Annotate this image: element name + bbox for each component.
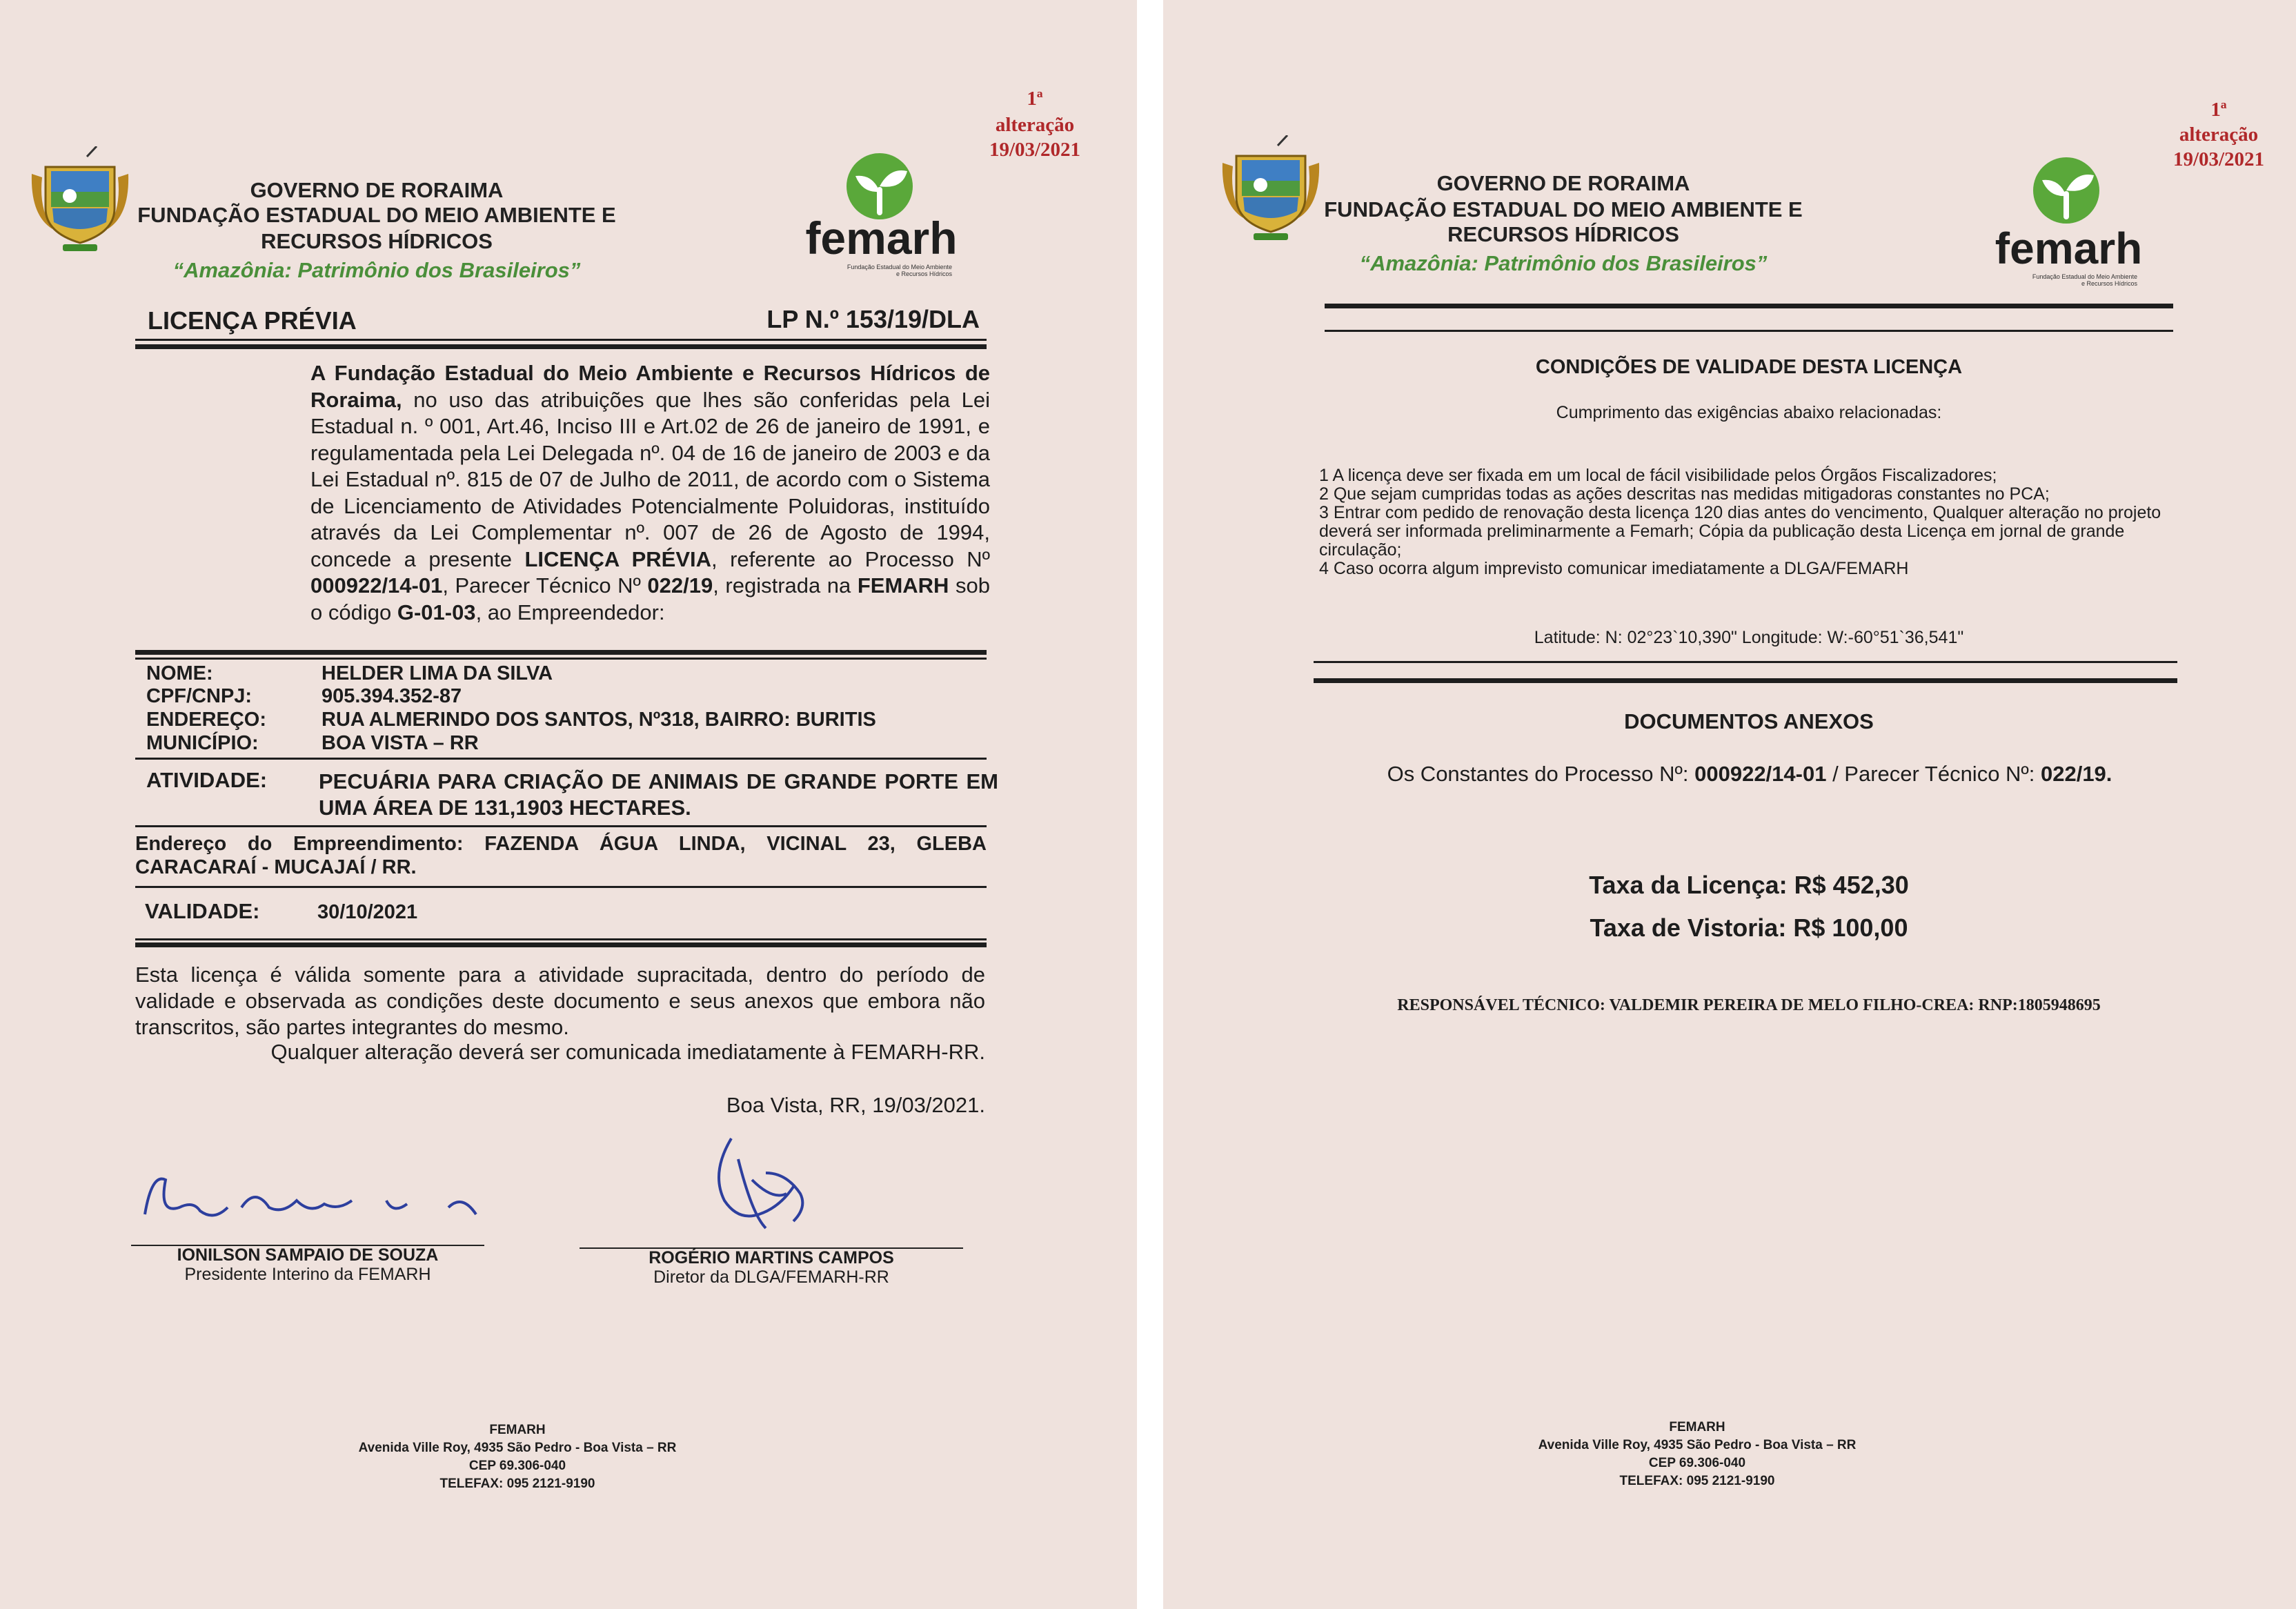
annex-process: 000922/14-01 bbox=[1694, 762, 1827, 786]
alteration-label: alteração bbox=[995, 114, 1075, 136]
fields-rule-top-1 bbox=[135, 650, 987, 655]
license-page-1 bbox=[0, 0, 1137, 1609]
intro-org: A Fundação Estadual do Meio Ambiente e Recursos Hídricos de Roraima, bbox=[310, 361, 990, 412]
conditions-list bbox=[1319, 466, 2168, 578]
signatory-2-role: Diretor da DLGA/FEMARH-RR bbox=[653, 1267, 889, 1287]
footer-phone: TELEFAX: 095 2121-9190 bbox=[1619, 1474, 1775, 1488]
header-rule-2 bbox=[1325, 330, 2173, 332]
intro-license: LICENÇA PRÉVIA bbox=[524, 546, 712, 571]
validity-rule-2 bbox=[135, 942, 987, 947]
gov-header-line1: GOVERNO DE RORAIMA bbox=[250, 178, 504, 202]
footer-org: FEMARH bbox=[1669, 1420, 1725, 1434]
doc-type: LICENÇA PRÉVIA bbox=[148, 306, 357, 335]
annex-title: DOCUMENTOS ANEXOS bbox=[1624, 709, 1874, 733]
title-rule-top bbox=[135, 339, 987, 341]
condition-item: 3 Entrar com pedido de renovação desta licença 120 dias antes do vencimento, Qualquer alteração no projeto deverá ser informada preliminarmente a Femarh; Cópia da publicação desta Licença em jornal de grande circulação; bbox=[1319, 503, 2161, 560]
validity-text: Esta licença é válida somente para a atividade supracitada, dentro do período de validade e observada as condições deste documento e seus anexos que embora não transcritos, são partes integrantes do mesmo. bbox=[135, 963, 985, 1039]
fields-divider bbox=[135, 758, 987, 760]
fee-license bbox=[1325, 871, 2173, 900]
intro-text-3: , Parecer Técnico Nº bbox=[442, 573, 648, 598]
femarh-leaf-icon bbox=[2021, 156, 2111, 225]
gov-header-line2: FUNDAÇÃO ESTADUAL DO MEIO AMBIENTE E bbox=[137, 203, 616, 227]
intro-text-6: , ao Empreendedor: bbox=[475, 600, 665, 624]
roraima-coat-of-arms-icon bbox=[1216, 135, 1326, 246]
femarh-logo-subtitle-2: e Recursos Hídricos bbox=[895, 270, 952, 277]
endereco-empreendimento: Endereço do Empreendimento: FAZENDA ÁGUA LINDA, VICINAL 23, GLEBA CARACARAÍ - MUCAJAÍ / RR. bbox=[135, 833, 987, 878]
intro-femarh: FEMARH bbox=[857, 573, 949, 598]
femarh-logo-text: femarh bbox=[1995, 224, 2143, 273]
condition-item: 4 Caso ocorra algum imprevisto comunicar imediatamente a DLGA/FEMARH bbox=[1319, 559, 1909, 578]
footer-address: Avenida Ville Roy, 4935 São Pedro - Boa Vista – RR bbox=[358, 1441, 677, 1455]
municipio-label: MUNICÍPIO: bbox=[146, 732, 259, 754]
doc-number: LP N.º 153/19/DLA bbox=[766, 305, 980, 333]
femarh-leaf-icon bbox=[835, 152, 924, 221]
conditions-intro: Cumprimento das exigências abaixo relacionadas: bbox=[1556, 403, 1942, 422]
footer-cep: CEP 69.306-040 bbox=[1648, 1456, 1746, 1470]
validade-label: VALIDADE: bbox=[145, 899, 260, 923]
signatory-2-name: ROGÉRIO MARTINS CAMPOS bbox=[649, 1248, 894, 1267]
intro-paragraph bbox=[310, 360, 990, 626]
footer-address: Avenida Ville Roy, 4935 São Pedro - Boa Vista – RR bbox=[1538, 1438, 1857, 1452]
fee-visit-value: R$ 100,00 bbox=[1793, 914, 1908, 942]
endereco-label: ENDEREÇO: bbox=[146, 709, 267, 731]
cpf-value: 905.394.352-87 bbox=[321, 685, 462, 707]
annex-rule-2 bbox=[1314, 678, 2177, 683]
femarh-logo-text: femarh bbox=[805, 213, 958, 264]
validade-value: 30/10/2021 bbox=[317, 901, 418, 923]
intro-text-2: , referente ao Processo Nº bbox=[711, 546, 990, 571]
intro-parecer: 022/19 bbox=[647, 573, 713, 598]
alteration-date: 19/03/2021 bbox=[989, 139, 1081, 161]
gov-header-line3: RECURSOS HÍDRICOS bbox=[1447, 222, 1679, 246]
fee-license-label: Taxa da Licença: bbox=[1589, 871, 1794, 899]
fee-visit-label: Taxa de Vistoria: bbox=[1590, 914, 1794, 942]
alteration-number: 1ª bbox=[2210, 99, 2227, 121]
roraima-coat-of-arms-icon bbox=[25, 146, 135, 257]
annex-text bbox=[1301, 762, 2198, 787]
signature-rogerio bbox=[697, 1132, 835, 1249]
validity-rule-1 bbox=[135, 938, 987, 940]
nome-value: HELDER LIMA DA SILVA bbox=[321, 662, 553, 684]
atividade-value: PECUÁRIA PARA CRIAÇÃO DE ANIMAIS DE GRANDE PORTE EM UMA ÁREA DE 131,1903 HECTARES. bbox=[319, 769, 998, 820]
fee-license-value: R$ 452,30 bbox=[1794, 871, 1909, 899]
conditions-title: CONDIÇÕES DE VALIDADE DESTA LICENÇA bbox=[1535, 356, 1963, 378]
address-rule bbox=[135, 886, 987, 888]
municipio-value: BOA VISTA – RR bbox=[321, 732, 479, 754]
license-page-2 bbox=[1163, 0, 2296, 1609]
femarh-logo-subtitle-1: Fundação Estadual do Meio Ambiente bbox=[847, 264, 952, 270]
intro-text-4: , registrada na bbox=[713, 573, 858, 598]
signature-ionilson bbox=[138, 1159, 511, 1228]
footer-cep: CEP 69.306-040 bbox=[468, 1459, 566, 1473]
alteration-number: 1ª bbox=[1027, 88, 1043, 110]
intro-text-5: sob o código bbox=[310, 573, 990, 624]
change-notice: Qualquer alteração deverá ser comunicada imediatamente à FEMARH-RR. bbox=[270, 1040, 985, 1064]
femarh-logo-subtitle-1: Fundação Estadual do Meio Ambiente bbox=[2032, 273, 2137, 280]
intro-text-1: no uso das atribuições que lhes são conferidas pela Lei Estadual n. º 001, Art.46, Inciso III e Art.02 de 26 de janeiro de 1991, e regulamentada pela Lei Delegada nº. 04 de 16 de janeiro de 2003 e da Lei Estadual nº. 815 de 07 de Julho de 2011, de acordo com o Sistema de Licenciamento de Atividades Potencialmente Poluidoras, instituído através da Lei Complementar nº. 007 de 26 de Agosto de 1994, concede a presente bbox=[310, 387, 990, 571]
intro-code: G-01-03 bbox=[397, 600, 476, 624]
femarh-logo-subtitle-2: e Recursos Hídricos bbox=[2081, 280, 2137, 287]
title-rule-bottom bbox=[135, 344, 987, 349]
annex-rule-1 bbox=[1314, 661, 2177, 663]
condition-item: 1 A licença deve ser fixada em um local de fácil visibilidade pelos Órgãos Fiscalizadores; bbox=[1319, 466, 1997, 485]
activity-rule bbox=[135, 825, 987, 827]
alteration-label: alteração bbox=[2179, 124, 2259, 146]
endereco-value: RUA ALMERINDO DOS SANTOS, Nº318, BAIRRO: BURITIS bbox=[321, 709, 876, 731]
nome-label: NOME: bbox=[146, 662, 213, 684]
annex-prefix: Os Constantes do Processo Nº: bbox=[1387, 762, 1695, 786]
signatory-1-role: Presidente Interino da FEMARH bbox=[184, 1265, 431, 1284]
alteration-date: 19/03/2021 bbox=[2173, 148, 2265, 170]
header-rule-1 bbox=[1325, 304, 2173, 308]
atividade-label: ATIVIDADE: bbox=[146, 768, 268, 792]
slogan: “Amazônia: Patrimônio dos Brasileiros” bbox=[1359, 251, 1768, 275]
gov-header-line2: FUNDAÇÃO ESTADUAL DO MEIO AMBIENTE E bbox=[1324, 197, 1803, 221]
signatory-1-name: IONILSON SAMPAIO DE SOUZA bbox=[177, 1245, 439, 1265]
fields-rule-top-2 bbox=[135, 658, 987, 660]
fee-visit bbox=[1325, 914, 2173, 942]
coordinates: Latitude: N: 02°23`10,390" Longitude: W:-60°51`36,541" bbox=[1534, 628, 1964, 647]
footer-org: FEMARH bbox=[489, 1423, 546, 1437]
gov-header-line1: GOVERNO DE RORAIMA bbox=[1436, 171, 1690, 195]
cpf-label: CPF/CNPJ: bbox=[146, 685, 253, 707]
slogan: “Amazônia: Patrimônio dos Brasileiros” bbox=[172, 258, 581, 282]
intro-process: 000922/14-01 bbox=[310, 573, 443, 598]
annex-mid: / Parecer Técnico Nº: bbox=[1826, 762, 2041, 786]
condition-item: 2 Que sejam cumpridas todas as ações descritas nas medidas mitigadoras constantes no PCA; bbox=[1319, 484, 2050, 504]
footer-phone: TELEFAX: 095 2121-9190 bbox=[439, 1477, 595, 1491]
gov-header-line3: RECURSOS HÍDRICOS bbox=[261, 229, 493, 253]
place-date: Boa Vista, RR, 19/03/2021. bbox=[726, 1093, 985, 1117]
annex-parecer: 022/19. bbox=[2040, 762, 2112, 786]
technician: RESPONSÁVEL TÉCNICO: VALDEMIR PEREIRA DE MELO FILHO-CREA: RNP:1805948695 bbox=[1397, 996, 2101, 1014]
